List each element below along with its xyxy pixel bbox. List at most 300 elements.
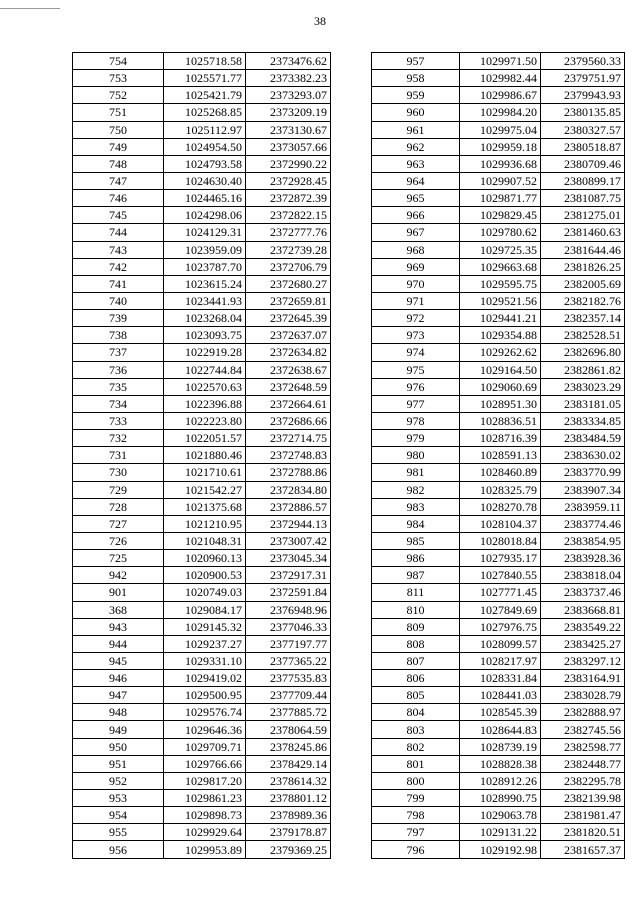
point-number-cell: 980 bbox=[372, 447, 460, 464]
y-coordinate-cell: 2383334.85 bbox=[541, 412, 625, 429]
point-number-cell: 952 bbox=[73, 772, 164, 789]
x-coordinate-cell: 1029131.22 bbox=[460, 824, 541, 841]
y-coordinate-cell: 2372714.75 bbox=[246, 430, 331, 447]
point-number-cell: 811 bbox=[372, 584, 460, 601]
x-coordinate-cell: 1027771.45 bbox=[460, 584, 541, 601]
point-number-cell: 972 bbox=[372, 310, 460, 327]
x-coordinate-cell: 1029986.67 bbox=[460, 87, 541, 104]
page-number: 38 bbox=[314, 14, 326, 28]
y-coordinate-cell: 2378801.12 bbox=[246, 790, 331, 807]
table-row bbox=[372, 121, 625, 138]
x-coordinate-cell: 1023268.04 bbox=[164, 310, 246, 327]
point-number-cell: 973 bbox=[372, 327, 460, 344]
point-number-cell: 737 bbox=[73, 344, 164, 361]
x-coordinate-cell: 1028836.51 bbox=[460, 412, 541, 429]
y-coordinate-cell: 2373293.07 bbox=[246, 87, 331, 104]
y-coordinate-cell: 2379943.93 bbox=[541, 87, 625, 104]
point-number-cell: 736 bbox=[73, 361, 164, 378]
table-row bbox=[372, 292, 625, 309]
y-coordinate-cell: 2383297.12 bbox=[541, 652, 625, 669]
x-coordinate-cell: 1029766.66 bbox=[164, 755, 246, 772]
table-row bbox=[372, 344, 625, 361]
x-coordinate-cell: 1029441.21 bbox=[460, 310, 541, 327]
point-number-cell: 752 bbox=[73, 87, 164, 104]
table-row bbox=[372, 807, 625, 824]
x-coordinate-cell: 1029145.32 bbox=[164, 618, 246, 635]
point-number-cell: 960 bbox=[372, 104, 460, 121]
y-coordinate-cell: 2372645.39 bbox=[246, 310, 331, 327]
table-row bbox=[73, 584, 331, 601]
point-number-cell: 961 bbox=[372, 121, 460, 138]
x-coordinate-cell: 1029576.74 bbox=[164, 704, 246, 721]
table-row bbox=[372, 412, 625, 429]
x-coordinate-cell: 1025112.97 bbox=[164, 121, 246, 138]
table-row bbox=[372, 447, 625, 464]
table-row bbox=[73, 207, 331, 224]
point-number-cell: 734 bbox=[73, 395, 164, 412]
y-coordinate-cell: 2383668.81 bbox=[541, 601, 625, 618]
table-row bbox=[372, 395, 625, 412]
x-coordinate-cell: 1029929.64 bbox=[164, 824, 246, 841]
x-coordinate-cell: 1022223.80 bbox=[164, 412, 246, 429]
table-row bbox=[73, 327, 331, 344]
table-row bbox=[372, 53, 625, 70]
table-row bbox=[372, 567, 625, 584]
point-number-cell: 745 bbox=[73, 207, 164, 224]
table-row bbox=[73, 138, 331, 155]
y-coordinate-cell: 2372748.83 bbox=[246, 447, 331, 464]
y-coordinate-cell: 2373476.62 bbox=[246, 53, 331, 70]
x-coordinate-cell: 1023441.93 bbox=[164, 292, 246, 309]
table-row bbox=[372, 772, 625, 789]
x-coordinate-cell: 1025421.79 bbox=[164, 87, 246, 104]
point-number-cell: 809 bbox=[372, 618, 460, 635]
point-number-cell: 968 bbox=[372, 241, 460, 258]
table-row bbox=[372, 275, 625, 292]
top-rule bbox=[0, 8, 60, 9]
point-number-cell: 749 bbox=[73, 138, 164, 155]
table-row bbox=[372, 241, 625, 258]
table-row bbox=[372, 704, 625, 721]
point-number-cell: 982 bbox=[372, 481, 460, 498]
x-coordinate-cell: 1025268.85 bbox=[164, 104, 246, 121]
coordinates-table-right bbox=[371, 52, 625, 859]
x-coordinate-cell: 1029237.27 bbox=[164, 635, 246, 652]
y-coordinate-cell: 2372659.81 bbox=[246, 292, 331, 309]
y-coordinate-cell: 2372777.76 bbox=[246, 224, 331, 241]
x-coordinate-cell: 1029060.69 bbox=[460, 378, 541, 395]
x-coordinate-cell: 1028099.57 bbox=[460, 635, 541, 652]
y-coordinate-cell: 2377709.44 bbox=[246, 687, 331, 704]
x-coordinate-cell: 1028644.83 bbox=[460, 721, 541, 738]
table-row bbox=[372, 361, 625, 378]
point-number-cell: 727 bbox=[73, 515, 164, 532]
point-number-cell: 942 bbox=[73, 567, 164, 584]
table-row bbox=[73, 567, 331, 584]
point-number-cell: 746 bbox=[73, 190, 164, 207]
x-coordinate-cell: 1022570.63 bbox=[164, 378, 246, 395]
y-coordinate-cell: 2383907.34 bbox=[541, 481, 625, 498]
table-row bbox=[73, 70, 331, 87]
y-coordinate-cell: 2382448.77 bbox=[541, 755, 625, 772]
y-coordinate-cell: 2378245.86 bbox=[246, 738, 331, 755]
x-coordinate-cell: 1021710.61 bbox=[164, 464, 246, 481]
table-row bbox=[372, 824, 625, 841]
x-coordinate-cell: 1027840.55 bbox=[460, 567, 541, 584]
y-coordinate-cell: 2372788.86 bbox=[246, 464, 331, 481]
table-row bbox=[73, 807, 331, 824]
y-coordinate-cell: 2381657.37 bbox=[541, 841, 625, 858]
point-number-cell: 987 bbox=[372, 567, 460, 584]
y-coordinate-cell: 2372706.79 bbox=[246, 258, 331, 275]
table-row bbox=[73, 687, 331, 704]
table-row bbox=[73, 104, 331, 121]
x-coordinate-cell: 1029984.20 bbox=[460, 104, 541, 121]
point-number-cell: 735 bbox=[73, 378, 164, 395]
table-row bbox=[372, 430, 625, 447]
table-row bbox=[73, 652, 331, 669]
y-coordinate-cell: 2382182.76 bbox=[541, 292, 625, 309]
table-row bbox=[372, 207, 625, 224]
point-number-cell: 943 bbox=[73, 618, 164, 635]
x-coordinate-cell: 1029354.88 bbox=[460, 327, 541, 344]
x-coordinate-cell: 1029829.45 bbox=[460, 207, 541, 224]
x-coordinate-cell: 1027849.69 bbox=[460, 601, 541, 618]
table-row bbox=[372, 224, 625, 241]
x-coordinate-cell: 1029521.56 bbox=[460, 292, 541, 309]
y-coordinate-cell: 2382745.56 bbox=[541, 721, 625, 738]
point-number-cell: 962 bbox=[372, 138, 460, 155]
x-coordinate-cell: 1023093.75 bbox=[164, 327, 246, 344]
x-coordinate-cell: 1029331.10 bbox=[164, 652, 246, 669]
table-row bbox=[73, 172, 331, 189]
table-row bbox=[73, 344, 331, 361]
point-number-cell: 743 bbox=[73, 241, 164, 258]
y-coordinate-cell: 2383854.95 bbox=[541, 532, 625, 549]
table-row bbox=[372, 584, 625, 601]
y-coordinate-cell: 2383774.46 bbox=[541, 515, 625, 532]
point-number-cell: 796 bbox=[372, 841, 460, 858]
point-number-cell: 978 bbox=[372, 412, 460, 429]
point-number-cell: 726 bbox=[73, 532, 164, 549]
table-row bbox=[73, 790, 331, 807]
table-row bbox=[372, 104, 625, 121]
table-row bbox=[372, 498, 625, 515]
y-coordinate-cell: 2381087.75 bbox=[541, 190, 625, 207]
table-row bbox=[73, 190, 331, 207]
point-number-cell: 750 bbox=[73, 121, 164, 138]
y-coordinate-cell: 2372680.27 bbox=[246, 275, 331, 292]
point-number-cell: 739 bbox=[73, 310, 164, 327]
table-row bbox=[372, 755, 625, 772]
table-row bbox=[73, 498, 331, 515]
table-row bbox=[73, 378, 331, 395]
x-coordinate-cell: 1028951.30 bbox=[460, 395, 541, 412]
point-number-cell: 798 bbox=[372, 807, 460, 824]
point-number-cell: 805 bbox=[372, 687, 460, 704]
x-coordinate-cell: 1024793.58 bbox=[164, 155, 246, 172]
point-number-cell: 976 bbox=[372, 378, 460, 395]
x-coordinate-cell: 1023615.24 bbox=[164, 275, 246, 292]
point-number-cell: 954 bbox=[73, 807, 164, 824]
x-coordinate-cell: 1029817.20 bbox=[164, 772, 246, 789]
y-coordinate-cell: 2373130.67 bbox=[246, 121, 331, 138]
x-coordinate-cell: 1029192.98 bbox=[460, 841, 541, 858]
x-coordinate-cell: 1021375.68 bbox=[164, 498, 246, 515]
y-coordinate-cell: 2382295.78 bbox=[541, 772, 625, 789]
x-coordinate-cell: 1028104.37 bbox=[460, 515, 541, 532]
y-coordinate-cell: 2378429.14 bbox=[246, 755, 331, 772]
x-coordinate-cell: 1027935.17 bbox=[460, 550, 541, 567]
table-row bbox=[73, 224, 331, 241]
table-row bbox=[372, 841, 625, 858]
table-row bbox=[372, 310, 625, 327]
y-coordinate-cell: 2372990.22 bbox=[246, 155, 331, 172]
y-coordinate-cell: 2379178.87 bbox=[246, 824, 331, 841]
y-coordinate-cell: 2372917.31 bbox=[246, 567, 331, 584]
y-coordinate-cell: 2382005.69 bbox=[541, 275, 625, 292]
table-row bbox=[73, 824, 331, 841]
y-coordinate-cell: 2379751.97 bbox=[541, 70, 625, 87]
table-row bbox=[73, 738, 331, 755]
x-coordinate-cell: 1028325.79 bbox=[460, 481, 541, 498]
y-coordinate-cell: 2382696.80 bbox=[541, 344, 625, 361]
x-coordinate-cell: 1029419.02 bbox=[164, 670, 246, 687]
point-number-cell: 810 bbox=[372, 601, 460, 618]
point-number-cell: 983 bbox=[372, 498, 460, 515]
x-coordinate-cell: 1024298.06 bbox=[164, 207, 246, 224]
x-coordinate-cell: 1023787.70 bbox=[164, 258, 246, 275]
point-number-cell: 753 bbox=[73, 70, 164, 87]
x-coordinate-cell: 1028331.84 bbox=[460, 670, 541, 687]
table-row bbox=[372, 70, 625, 87]
point-number-cell: 748 bbox=[73, 155, 164, 172]
table-row bbox=[73, 618, 331, 635]
point-number-cell: 951 bbox=[73, 755, 164, 772]
point-number-cell: 730 bbox=[73, 464, 164, 481]
x-coordinate-cell: 1029063.78 bbox=[460, 807, 541, 824]
y-coordinate-cell: 2381820.51 bbox=[541, 824, 625, 841]
y-coordinate-cell: 2377535.83 bbox=[246, 670, 331, 687]
y-coordinate-cell: 2383549.22 bbox=[541, 618, 625, 635]
point-number-cell: 950 bbox=[73, 738, 164, 755]
y-coordinate-cell: 2382528.51 bbox=[541, 327, 625, 344]
x-coordinate-cell: 1028591.13 bbox=[460, 447, 541, 464]
point-number-cell: 977 bbox=[372, 395, 460, 412]
table-row bbox=[73, 481, 331, 498]
y-coordinate-cell: 2381275.01 bbox=[541, 207, 625, 224]
point-number-cell: 741 bbox=[73, 275, 164, 292]
table-row bbox=[372, 618, 625, 635]
x-coordinate-cell: 1028270.78 bbox=[460, 498, 541, 515]
point-number-cell: 729 bbox=[73, 481, 164, 498]
point-number-cell: 808 bbox=[372, 635, 460, 652]
point-number-cell: 738 bbox=[73, 327, 164, 344]
x-coordinate-cell: 1022051.57 bbox=[164, 430, 246, 447]
y-coordinate-cell: 2380135.85 bbox=[541, 104, 625, 121]
table-row bbox=[372, 721, 625, 738]
table-row bbox=[73, 53, 331, 70]
y-coordinate-cell: 2372886.57 bbox=[246, 498, 331, 515]
point-number-cell: 733 bbox=[73, 412, 164, 429]
y-coordinate-cell: 2382861.82 bbox=[541, 361, 625, 378]
table-row bbox=[372, 464, 625, 481]
point-number-cell: 969 bbox=[372, 258, 460, 275]
point-number-cell: 747 bbox=[73, 172, 164, 189]
y-coordinate-cell: 2383818.04 bbox=[541, 567, 625, 584]
point-number-cell: 901 bbox=[73, 584, 164, 601]
table-row bbox=[372, 687, 625, 704]
y-coordinate-cell: 2383630.02 bbox=[541, 447, 625, 464]
y-coordinate-cell: 2372822.15 bbox=[246, 207, 331, 224]
y-coordinate-cell: 2372872.39 bbox=[246, 190, 331, 207]
table-row bbox=[372, 172, 625, 189]
x-coordinate-cell: 1028828.38 bbox=[460, 755, 541, 772]
table-row bbox=[372, 670, 625, 687]
x-coordinate-cell: 1028018.84 bbox=[460, 532, 541, 549]
point-number-cell: 799 bbox=[372, 790, 460, 807]
point-number-cell: 751 bbox=[73, 104, 164, 121]
x-coordinate-cell: 1029975.04 bbox=[460, 121, 541, 138]
table-row bbox=[73, 395, 331, 412]
y-coordinate-cell: 2382139.98 bbox=[541, 790, 625, 807]
point-number-cell: 732 bbox=[73, 430, 164, 447]
table-row bbox=[73, 515, 331, 532]
y-coordinate-cell: 2372739.28 bbox=[246, 241, 331, 258]
point-number-cell: 949 bbox=[73, 721, 164, 738]
point-number-cell: 803 bbox=[372, 721, 460, 738]
point-number-cell: 742 bbox=[73, 258, 164, 275]
table-row bbox=[73, 532, 331, 549]
x-coordinate-cell: 1024129.31 bbox=[164, 224, 246, 241]
y-coordinate-cell: 2383181.05 bbox=[541, 395, 625, 412]
x-coordinate-cell: 1028441.03 bbox=[460, 687, 541, 704]
table-row bbox=[73, 772, 331, 789]
y-coordinate-cell: 2373007.42 bbox=[246, 532, 331, 549]
point-number-cell: 804 bbox=[372, 704, 460, 721]
x-coordinate-cell: 1020749.03 bbox=[164, 584, 246, 601]
table-row bbox=[372, 601, 625, 618]
point-number-cell: 953 bbox=[73, 790, 164, 807]
table-row bbox=[73, 670, 331, 687]
table-row bbox=[73, 361, 331, 378]
x-coordinate-cell: 1029164.50 bbox=[460, 361, 541, 378]
x-coordinate-cell: 1029907.52 bbox=[460, 172, 541, 189]
point-number-cell: 981 bbox=[372, 464, 460, 481]
y-coordinate-cell: 2373382.23 bbox=[246, 70, 331, 87]
x-coordinate-cell: 1028739.19 bbox=[460, 738, 541, 755]
point-number-cell: 801 bbox=[372, 755, 460, 772]
point-number-cell: 725 bbox=[73, 550, 164, 567]
y-coordinate-cell: 2372648.59 bbox=[246, 378, 331, 395]
point-number-cell: 944 bbox=[73, 635, 164, 652]
point-number-cell: 740 bbox=[73, 292, 164, 309]
x-coordinate-cell: 1029084.17 bbox=[164, 601, 246, 618]
point-number-cell: 971 bbox=[372, 292, 460, 309]
point-number-cell: 806 bbox=[372, 670, 460, 687]
table-row bbox=[73, 121, 331, 138]
table-row bbox=[73, 447, 331, 464]
table-row bbox=[73, 275, 331, 292]
y-coordinate-cell: 2372928.45 bbox=[246, 172, 331, 189]
table-row bbox=[372, 190, 625, 207]
y-coordinate-cell: 2377197.77 bbox=[246, 635, 331, 652]
point-number-cell: 368 bbox=[73, 601, 164, 618]
table-row bbox=[372, 155, 625, 172]
point-number-cell: 963 bbox=[372, 155, 460, 172]
table-row bbox=[372, 790, 625, 807]
point-number-cell: 744 bbox=[73, 224, 164, 241]
coordinates-table-left bbox=[72, 52, 331, 859]
x-coordinate-cell: 1029871.77 bbox=[460, 190, 541, 207]
y-coordinate-cell: 2383028.79 bbox=[541, 687, 625, 704]
x-coordinate-cell: 1029595.75 bbox=[460, 275, 541, 292]
x-coordinate-cell: 1029500.95 bbox=[164, 687, 246, 704]
table-row bbox=[73, 721, 331, 738]
x-coordinate-cell: 1025718.58 bbox=[164, 53, 246, 70]
point-number-cell: 964 bbox=[372, 172, 460, 189]
table-row bbox=[372, 481, 625, 498]
table-row bbox=[372, 378, 625, 395]
table-row bbox=[73, 87, 331, 104]
x-coordinate-cell: 1029936.68 bbox=[460, 155, 541, 172]
point-number-cell: 986 bbox=[372, 550, 460, 567]
y-coordinate-cell: 2376948.96 bbox=[246, 601, 331, 618]
point-number-cell: 800 bbox=[372, 772, 460, 789]
y-coordinate-cell: 2373209.19 bbox=[246, 104, 331, 121]
point-number-cell: 966 bbox=[372, 207, 460, 224]
y-coordinate-cell: 2381644.46 bbox=[541, 241, 625, 258]
point-number-cell: 945 bbox=[73, 652, 164, 669]
table-row bbox=[73, 550, 331, 567]
x-coordinate-cell: 1029262.62 bbox=[460, 344, 541, 361]
y-coordinate-cell: 2372686.66 bbox=[246, 412, 331, 429]
y-coordinate-cell: 2380709.46 bbox=[541, 155, 625, 172]
y-coordinate-cell: 2372664.61 bbox=[246, 395, 331, 412]
x-coordinate-cell: 1029663.68 bbox=[460, 258, 541, 275]
y-coordinate-cell: 2378064.59 bbox=[246, 721, 331, 738]
y-coordinate-cell: 2380327.57 bbox=[541, 121, 625, 138]
y-coordinate-cell: 2382888.97 bbox=[541, 704, 625, 721]
y-coordinate-cell: 2383737.46 bbox=[541, 584, 625, 601]
x-coordinate-cell: 1028716.39 bbox=[460, 430, 541, 447]
point-number-cell: 967 bbox=[372, 224, 460, 241]
x-coordinate-cell: 1024465.16 bbox=[164, 190, 246, 207]
table-row bbox=[73, 755, 331, 772]
x-coordinate-cell: 1028460.89 bbox=[460, 464, 541, 481]
point-number-cell: 975 bbox=[372, 361, 460, 378]
y-coordinate-cell: 2378989.36 bbox=[246, 807, 331, 824]
table-row bbox=[372, 738, 625, 755]
point-number-cell: 731 bbox=[73, 447, 164, 464]
x-coordinate-cell: 1027976.75 bbox=[460, 618, 541, 635]
x-coordinate-cell: 1021210.95 bbox=[164, 515, 246, 532]
table-row bbox=[372, 515, 625, 532]
x-coordinate-cell: 1021048.31 bbox=[164, 532, 246, 549]
x-coordinate-cell: 1024954.50 bbox=[164, 138, 246, 155]
x-coordinate-cell: 1020900.53 bbox=[164, 567, 246, 584]
table-row bbox=[73, 430, 331, 447]
point-number-cell: 970 bbox=[372, 275, 460, 292]
table-row bbox=[73, 635, 331, 652]
table-row bbox=[73, 155, 331, 172]
point-number-cell: 958 bbox=[372, 70, 460, 87]
y-coordinate-cell: 2383164.91 bbox=[541, 670, 625, 687]
point-number-cell: 979 bbox=[372, 430, 460, 447]
point-number-cell: 754 bbox=[73, 53, 164, 70]
x-coordinate-cell: 1029959.18 bbox=[460, 138, 541, 155]
table-row bbox=[73, 310, 331, 327]
